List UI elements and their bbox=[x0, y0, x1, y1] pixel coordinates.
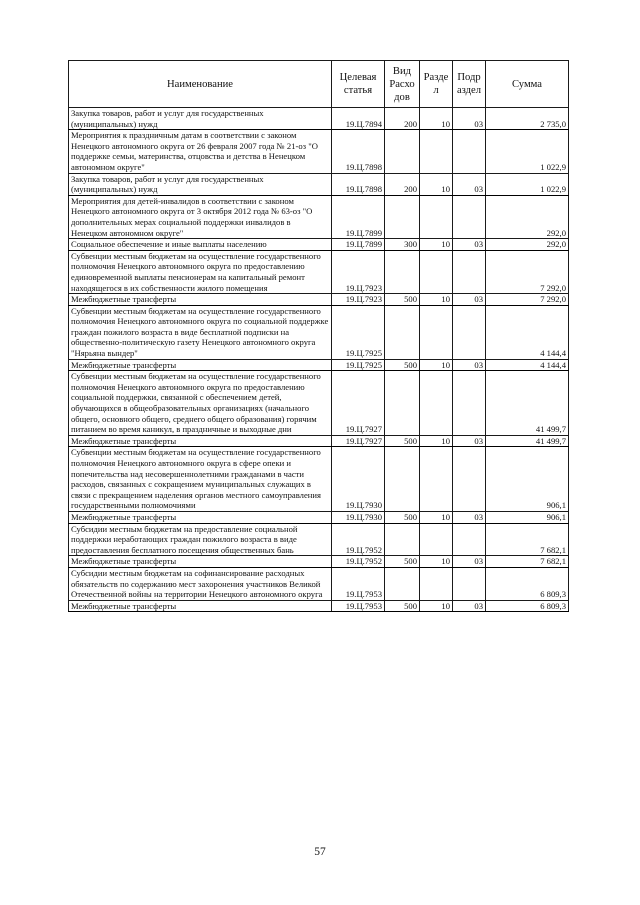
cell-podr bbox=[453, 567, 486, 600]
cell-razdel: 10 bbox=[420, 359, 453, 371]
table-row bbox=[69, 567, 569, 600]
cell-vid: 500 bbox=[385, 556, 420, 568]
cell-vid: 200 bbox=[385, 108, 420, 130]
cell-vid: 500 bbox=[385, 511, 420, 523]
cell-vid: 500 bbox=[385, 435, 420, 447]
cell-vid bbox=[385, 195, 420, 238]
table-row bbox=[69, 556, 569, 568]
cell-sum: 1 022,9 bbox=[486, 173, 569, 195]
header-razdel: Разде л bbox=[420, 61, 453, 108]
cell-razdel: 10 bbox=[420, 600, 453, 612]
cell-razdel bbox=[420, 130, 453, 173]
cell-razdel bbox=[420, 195, 453, 238]
cell-code: 19.Ц.7898 bbox=[332, 130, 385, 173]
cell-razdel: 10 bbox=[420, 556, 453, 568]
cell-razdel bbox=[420, 250, 453, 293]
cell-razdel bbox=[420, 305, 453, 359]
cell-razdel: 10 bbox=[420, 511, 453, 523]
cell-code: 19.Ц.7925 bbox=[332, 359, 385, 371]
cell-code: 19.Ц.7923 bbox=[332, 250, 385, 293]
cell-razdel: 10 bbox=[420, 294, 453, 306]
cell-vid: 200 bbox=[385, 173, 420, 195]
cell-razdel bbox=[420, 567, 453, 600]
cell-name: Субвенции местным бюджетам на осуществление государственного полномочия Ненецкого автономного округа в сфере опеки и попечительства над несовершеннолетними гражданами в части расходов, связанных с сокращением муниципальных служащих в связи с прекращением наделения органов местного самоуправления государственными полномочиями bbox=[69, 447, 332, 512]
cell-razdel: 10 bbox=[420, 239, 453, 251]
cell-name: Закупка товаров, работ и услуг для государственных (муниципальных) нужд bbox=[69, 173, 332, 195]
cell-code: 19.Ц.7953 bbox=[332, 567, 385, 600]
cell-vid bbox=[385, 371, 420, 436]
cell-name: Субвенции местным бюджетам на осуществление государственного полномочия Ненецкого автономного округа по предоставлению единовременной выплаты пенсионерам на капитальный ремонт находящегося в их собственности жилого помещения bbox=[69, 250, 332, 293]
budget-table bbox=[68, 60, 569, 612]
cell-vid bbox=[385, 447, 420, 512]
cell-name: Закупка товаров, работ и услуг для государственных (муниципальных) нужд bbox=[69, 108, 332, 130]
cell-podr bbox=[453, 371, 486, 436]
cell-sum: 6 809,3 bbox=[486, 567, 569, 600]
table-row bbox=[69, 294, 569, 306]
page-number: 57 bbox=[314, 846, 326, 858]
cell-sum: 41 499,7 bbox=[486, 371, 569, 436]
cell-code: 19.Ц.7927 bbox=[332, 435, 385, 447]
cell-sum: 1 022,9 bbox=[486, 130, 569, 173]
header-sum: Сумма bbox=[486, 61, 569, 108]
cell-code: 19.Ц.7923 bbox=[332, 294, 385, 306]
cell-name: Межбюджетные трансферты bbox=[69, 359, 332, 371]
table-row bbox=[69, 108, 569, 130]
cell-sum: 7 682,1 bbox=[486, 556, 569, 568]
cell-name: Социальное обеспечение и иные выплаты населению bbox=[69, 239, 332, 251]
cell-sum: 41 499,7 bbox=[486, 435, 569, 447]
cell-podr: 03 bbox=[453, 294, 486, 306]
cell-podr: 03 bbox=[453, 511, 486, 523]
cell-podr bbox=[453, 195, 486, 238]
cell-podr bbox=[453, 523, 486, 556]
cell-podr: 03 bbox=[453, 600, 486, 612]
cell-sum: 906,1 bbox=[486, 447, 569, 512]
cell-name: Субвенции местным бюджетам на осуществление государственного полномочия Ненецкого автономного округа по социальной поддержке граждан пожилого возраста в виде бесплатной подписки на общественно-политическую газету Ненецкого автономного округа "Нярьяна вындер" bbox=[69, 305, 332, 359]
cell-code: 19.Ц.7925 bbox=[332, 305, 385, 359]
cell-vid bbox=[385, 305, 420, 359]
cell-sum: 4 144,4 bbox=[486, 359, 569, 371]
table-body bbox=[69, 108, 569, 612]
cell-razdel bbox=[420, 371, 453, 436]
cell-vid: 500 bbox=[385, 359, 420, 371]
table-row bbox=[69, 305, 569, 359]
cell-sum: 7 682,1 bbox=[486, 523, 569, 556]
cell-sum: 6 809,3 bbox=[486, 600, 569, 612]
table-header-row bbox=[69, 61, 569, 108]
cell-podr bbox=[453, 447, 486, 512]
cell-vid bbox=[385, 567, 420, 600]
cell-podr bbox=[453, 250, 486, 293]
cell-name: Межбюджетные трансферты bbox=[69, 435, 332, 447]
cell-razdel: 10 bbox=[420, 435, 453, 447]
header-code: Целевая статья bbox=[332, 61, 385, 108]
table-row bbox=[69, 435, 569, 447]
table-row bbox=[69, 250, 569, 293]
cell-name: Мероприятия к праздничным датам в соответствии с законом Ненецкого автономного округа от 26 февраля 2007 года № 21-оз "О поддержке семьи, материнства, отцовства и детства в Ненецком автономном округе" bbox=[69, 130, 332, 173]
cell-code: 19.Ц.7952 bbox=[332, 556, 385, 568]
cell-name: Субвенции местным бюджетам на осуществление государственного полномочия Ненецкого автономного округа по предоставлению социальной поддержки, связанной с обеспечением детей, обучающихся в общеобразовательных организациях (начального общего, основного общего, среднего общего образования) горячим питанием во время каникул, в праздничные и выходные дни bbox=[69, 371, 332, 436]
table-row bbox=[69, 359, 569, 371]
cell-podr bbox=[453, 130, 486, 173]
cell-sum: 7 292,0 bbox=[486, 294, 569, 306]
table-row bbox=[69, 239, 569, 251]
cell-razdel: 10 bbox=[420, 173, 453, 195]
cell-vid bbox=[385, 523, 420, 556]
cell-podr: 03 bbox=[453, 239, 486, 251]
cell-sum: 7 292,0 bbox=[486, 250, 569, 293]
header-podr: Подр аздел bbox=[453, 61, 486, 108]
cell-podr bbox=[453, 305, 486, 359]
cell-code: 19.Ц.7952 bbox=[332, 523, 385, 556]
cell-code: 19.Ц.7898 bbox=[332, 173, 385, 195]
cell-podr: 03 bbox=[453, 359, 486, 371]
cell-razdel: 10 bbox=[420, 108, 453, 130]
cell-vid bbox=[385, 130, 420, 173]
cell-sum: 292,0 bbox=[486, 239, 569, 251]
cell-vid: 500 bbox=[385, 294, 420, 306]
cell-name: Субсидии местным бюджетам на предоставление социальной поддержки неработающих граждан пожилого возраста в виде предоставления бесплатного посещения общественных бань bbox=[69, 523, 332, 556]
cell-code: 19.Ц.7899 bbox=[332, 195, 385, 238]
table-row bbox=[69, 130, 569, 173]
cell-code: 19.Ц.7899 bbox=[332, 239, 385, 251]
cell-name: Межбюджетные трансферты bbox=[69, 294, 332, 306]
cell-sum: 2 735,0 bbox=[486, 108, 569, 130]
cell-code: 19.Ц.7927 bbox=[332, 371, 385, 436]
cell-name: Межбюджетные трансферты bbox=[69, 600, 332, 612]
cell-podr: 03 bbox=[453, 435, 486, 447]
cell-code: 19.Ц.7930 bbox=[332, 511, 385, 523]
table-row bbox=[69, 600, 569, 612]
header-vid: Вид Расхо дов bbox=[385, 61, 420, 108]
cell-name: Межбюджетные трансферты bbox=[69, 556, 332, 568]
cell-sum: 906,1 bbox=[486, 511, 569, 523]
table-row bbox=[69, 447, 569, 512]
cell-sum: 292,0 bbox=[486, 195, 569, 238]
cell-name: Субсидии местным бюджетам на софинансирование расходных обязательств по содержанию мест захоронения участников Великой Отечественной войны на территории Ненецкого автономного округа bbox=[69, 567, 332, 600]
cell-podr: 03 bbox=[453, 173, 486, 195]
table-row bbox=[69, 511, 569, 523]
header-name: Наименование bbox=[69, 61, 332, 108]
cell-sum: 4 144,4 bbox=[486, 305, 569, 359]
cell-razdel bbox=[420, 523, 453, 556]
table-row bbox=[69, 523, 569, 556]
cell-podr: 03 bbox=[453, 556, 486, 568]
cell-vid bbox=[385, 250, 420, 293]
cell-razdel bbox=[420, 447, 453, 512]
cell-vid: 300 bbox=[385, 239, 420, 251]
table-row bbox=[69, 195, 569, 238]
cell-podr: 03 bbox=[453, 108, 486, 130]
table-row bbox=[69, 371, 569, 436]
cell-name: Межбюджетные трансферты bbox=[69, 511, 332, 523]
cell-code: 19.Ц.7894 bbox=[332, 108, 385, 130]
cell-code: 19.Ц.7953 bbox=[332, 600, 385, 612]
cell-name: Мероприятия для детей-инвалидов в соответствии с законом Ненецкого автономного округа от 3 октября 2012 года № 63-оз "О дополнительных мерах социальной поддержки инвалидов в Ненецком автономном округе" bbox=[69, 195, 332, 238]
cell-vid: 500 bbox=[385, 600, 420, 612]
cell-code: 19.Ц.7930 bbox=[332, 447, 385, 512]
table-row bbox=[69, 173, 569, 195]
